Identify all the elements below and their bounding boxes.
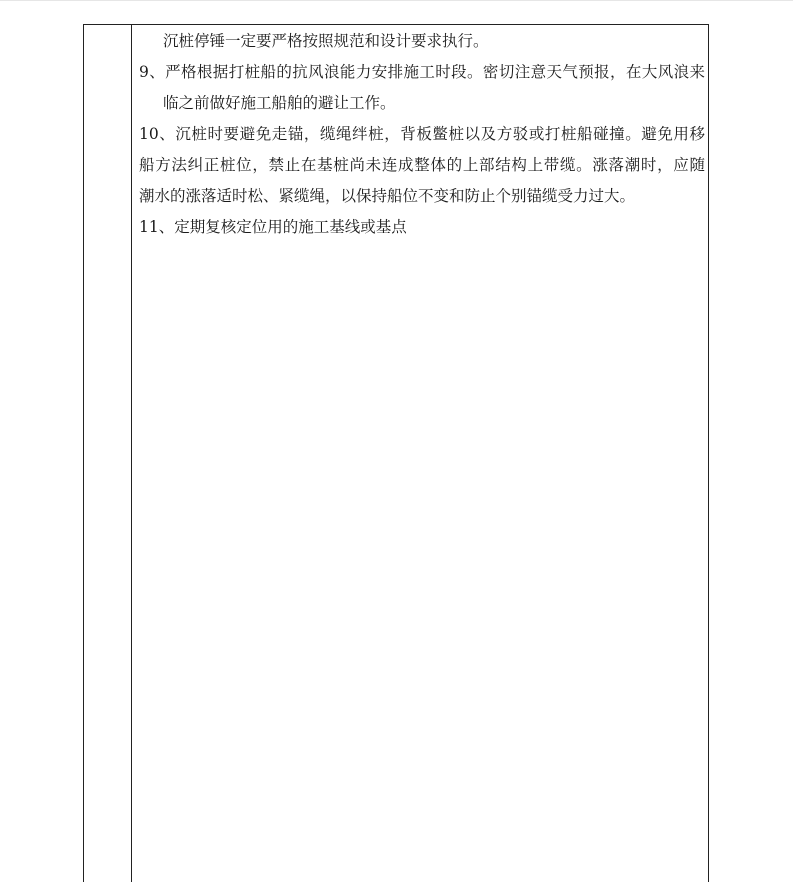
- text-line: 船方法纠正桩位，禁止在基桩尚未连成整体的上部结构上带缆。涨落潮时，应随: [139, 156, 705, 174]
- text-line: 9、严格根据打桩船的抗风浪能力安排施工时段。密切注意天气预报，在大风浪来: [139, 63, 705, 81]
- table-content-cell: [139, 26, 705, 243]
- text-line: 沉桩停锤一定要严格按照规范和设计要求执行。: [163, 32, 489, 50]
- text-line: 10、沉桩时要避免走锚，缆绳绊桩，背板鳖桩以及方驳或打桩船碰撞。避免用移: [139, 125, 705, 143]
- text-line: 潮水的涨落适时松、紧缆绳，以保持船位不变和防止个别锚缆受力过大。: [139, 187, 636, 205]
- table-column-divider: [131, 24, 132, 882]
- text-line: 11、定期复核定位用的施工基线或基点: [139, 218, 407, 236]
- page-top-rule: [0, 0, 793, 1]
- text-line: 临之前做好施工船舶的避让工作。: [163, 94, 396, 112]
